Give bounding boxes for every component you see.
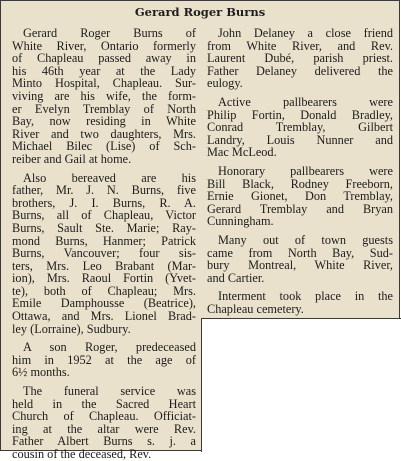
text-line: of Chapleau passed away in: [12, 51, 196, 66]
paragraph: [12, 385, 196, 461]
text-line: Father Albert Burns s. j. a: [12, 434, 196, 449]
text-line: Philip Fortin, Donald Bradley,: [207, 107, 393, 122]
text-line: ing at the altar were Rev.: [12, 421, 196, 436]
text-line: Chapleau cemetery.: [207, 301, 304, 316]
text-line: his 46th year at the Lady: [12, 63, 196, 78]
text-line: ley (Lorraine), Sudbury.: [12, 321, 131, 336]
text-line: Interment took place in the: [218, 289, 393, 304]
text-line: reiber and Gail at home.: [12, 151, 132, 166]
text-line: Bill Black, Rodney Freeborn,: [207, 176, 393, 191]
obituary-headline: Gerard Roger Burns: [134, 5, 266, 19]
paragraph: [207, 290, 393, 315]
text-line: Honorary pallbearers were: [218, 163, 393, 178]
paragraph: [12, 341, 196, 379]
paragraph: [12, 27, 196, 166]
text-line: and Cartier.: [207, 270, 265, 285]
text-line: te), both of Chapleau; Mrs.: [12, 283, 196, 298]
text-line: him in 1952 at the age of: [12, 352, 196, 367]
text-line: from White River, and Rev.: [207, 38, 393, 53]
text-line: Burns, Vancouver; four sis-: [12, 246, 196, 261]
text-line: Laurent Dubé, parish priest.: [207, 51, 393, 66]
text-line: Cunningham.: [207, 214, 274, 229]
text-line: eulogy.: [207, 76, 243, 91]
text-line: ion), Mrs. Raoul Fortin (Yvet-: [12, 271, 196, 286]
text-line: held in the Sacred Heart: [12, 396, 196, 411]
paragraph: [207, 234, 393, 284]
text-line: brothers, J. I. Burns, R. A.: [12, 195, 196, 210]
right-column: [207, 27, 393, 315]
text-line: Active pallbearers were: [218, 94, 393, 109]
text-line: bury Montreal, White River,: [207, 258, 393, 273]
text-line: Conrad Tremblay, Gilbert: [207, 120, 393, 135]
text-line: River and two daughters, Mrs.: [12, 126, 196, 141]
paragraph: [207, 96, 393, 159]
text-line: Bay, now residing in White: [12, 114, 196, 129]
text-line: ters, Mrs. Leo Brabant (Mar-: [12, 258, 196, 273]
text-line: Gerard Roger Burns of: [23, 26, 196, 40]
text-line: viving are his wife, the form-: [12, 88, 196, 103]
clipping-cutout: [201, 318, 401, 452]
text-line: White River, Ontario formerly: [12, 38, 196, 53]
text-line: Many out of town guests: [218, 232, 393, 247]
text-line: Burns, all of Chapleau, Victor: [12, 208, 196, 223]
paragraph: [12, 172, 196, 336]
text-line: The funeral service was: [23, 384, 196, 399]
text-line: A son Roger, predeceased: [23, 340, 196, 355]
text-line: 6½ months.: [12, 365, 70, 380]
text-line: Ernie Gionet, Don Tremblay,: [207, 189, 393, 204]
text-line: Burns, Sault Ste. Marie; Ray-: [12, 220, 196, 235]
text-line: Michael Bilec (Lise) of Sch-: [12, 139, 196, 154]
text-line: Minto Hospital, Chapleau. Sur-: [12, 76, 196, 91]
paragraph: [207, 27, 393, 90]
text-line: Church of Chapleau. Officiat-: [12, 409, 196, 424]
text-line: Ottawa, and Mrs. Lionel Brad-: [12, 309, 196, 324]
left-column: [12, 27, 196, 461]
text-line: Mac McLeod.: [207, 145, 277, 160]
text-line: cousin of the deceased, Rev.: [12, 447, 152, 461]
text-line: mond Burns, Hanmer; Patrick: [12, 233, 196, 248]
text-line: John Delaney a close friend: [218, 26, 393, 40]
text-line: Gerard Tremblay and Bryan: [207, 201, 393, 216]
text-line: er Evelyn Tremblay of North: [12, 101, 196, 116]
text-line: Emile Damphousse (Beatrice),: [12, 296, 196, 311]
text-line: came from North Bay, Sud-: [207, 245, 393, 260]
paragraph: [207, 165, 393, 228]
text-line: Father Delaney delivered the: [207, 63, 393, 78]
text-line: Also bereaved are his: [23, 170, 196, 185]
text-line: father, Mr. J. N. Burns, five: [12, 183, 196, 198]
text-line: Landry, Louis Nunner and: [207, 132, 393, 147]
